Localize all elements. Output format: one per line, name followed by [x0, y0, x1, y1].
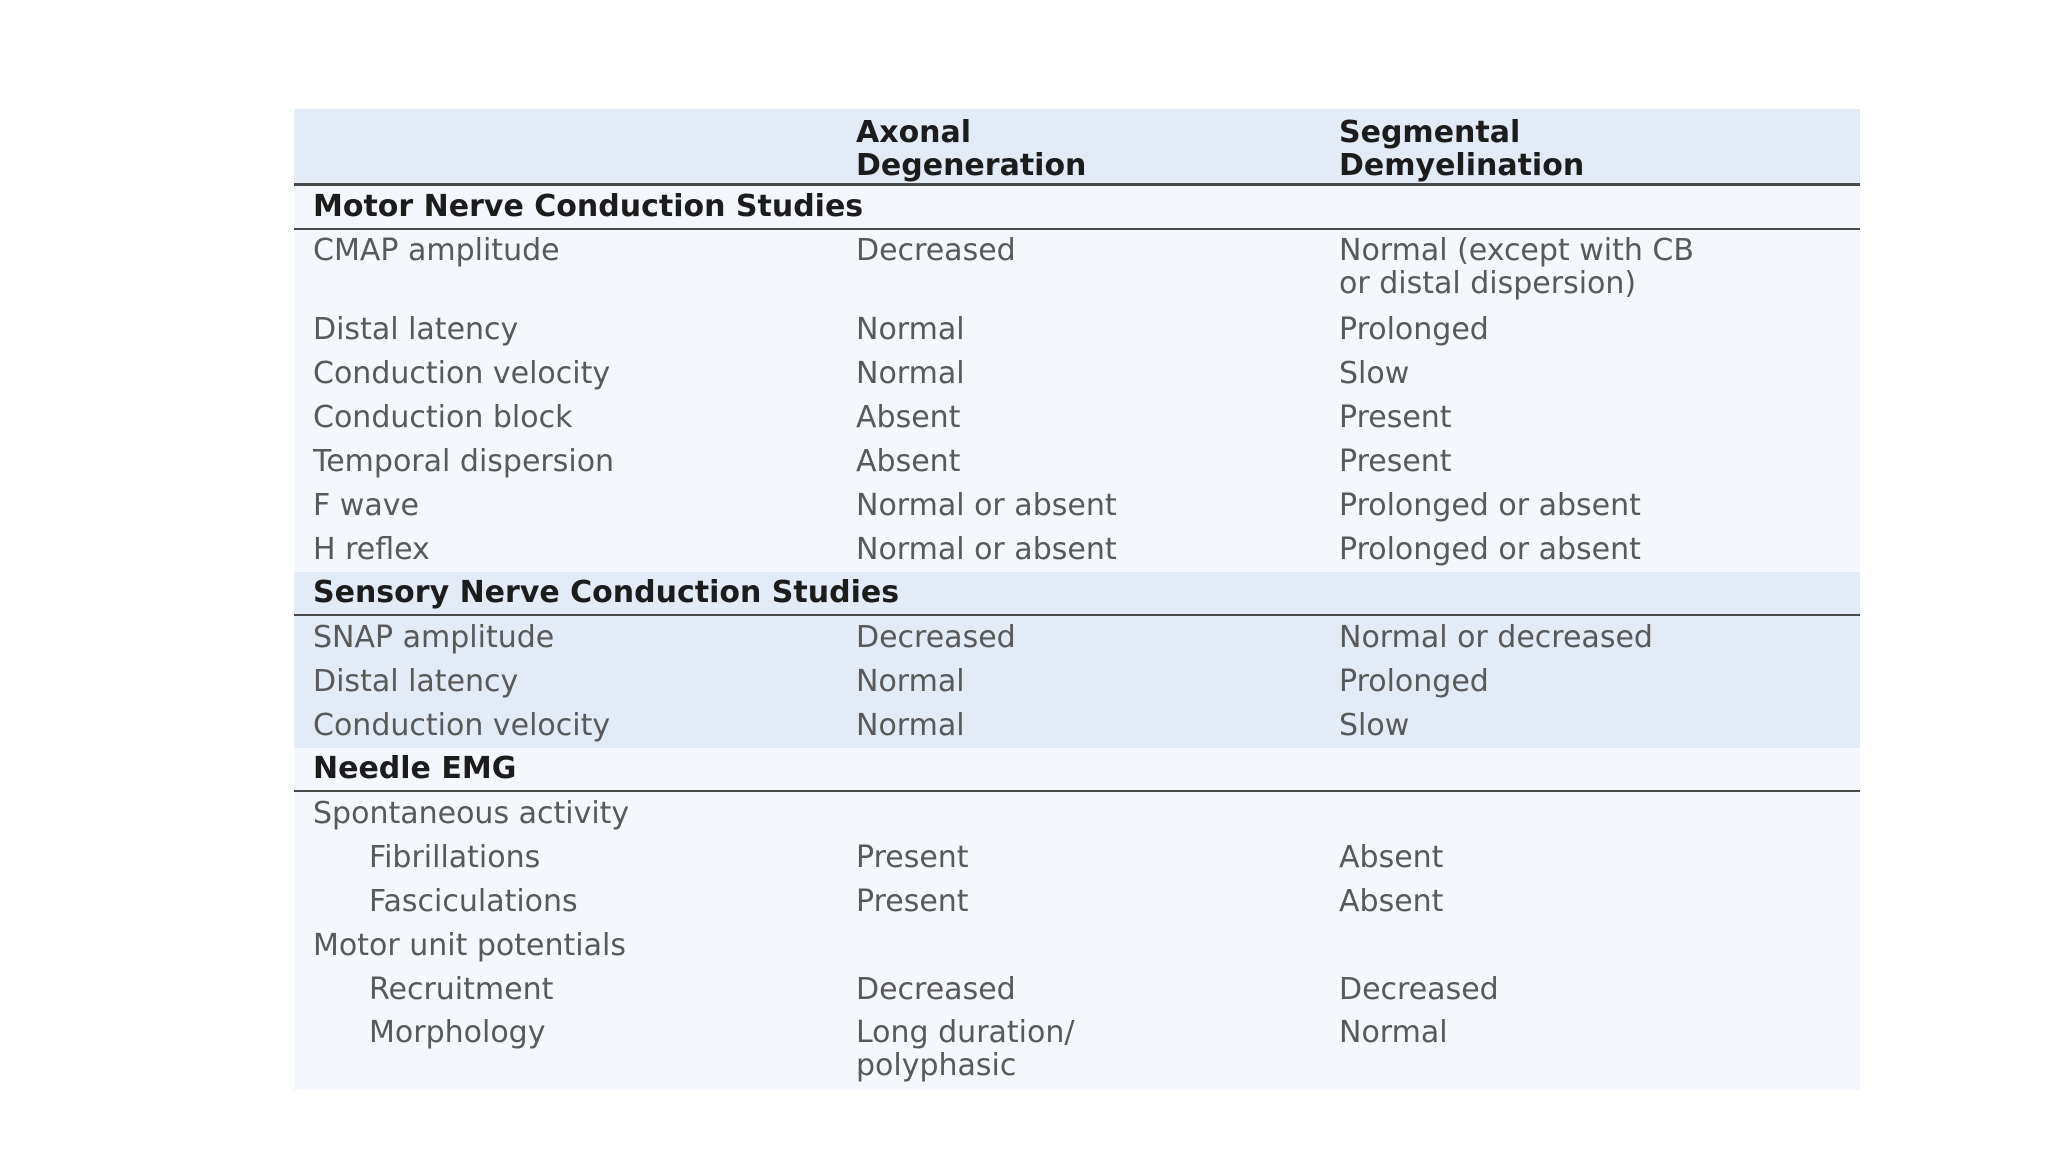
- row-demyelination: Prolonged or absent: [1339, 488, 1641, 523]
- row-axonal: Long duration/ polyphasic: [856, 1015, 1075, 1083]
- header-segmental-demyelination: Segmental Demyelination: [1339, 115, 1585, 183]
- row-label: Distal latency: [313, 664, 519, 699]
- row-demyelination: Decreased: [1339, 972, 1499, 1007]
- row-label: Recruitment: [369, 972, 554, 1007]
- row-demyelination: Present: [1339, 400, 1452, 435]
- row-axonal: Decreased: [856, 972, 1016, 1007]
- row-demyelination: Prolonged: [1339, 664, 1489, 699]
- table-row: [294, 968, 1860, 1012]
- row-label: Fasciculations: [369, 884, 578, 919]
- row-demyelination: Prolonged: [1339, 312, 1489, 347]
- row-axonal: Absent: [856, 400, 961, 435]
- table-row: [294, 440, 1860, 484]
- row-demyelination: Normal (except with CB or distal dispersion): [1339, 233, 1694, 301]
- row-label: H reflex: [313, 532, 430, 567]
- row-axonal: Normal: [856, 708, 965, 743]
- row-demyelination: Normal: [1339, 1015, 1448, 1050]
- row-label: Fibrillations: [369, 840, 541, 875]
- row-label: Motor unit potentials: [313, 928, 626, 963]
- table-row: [294, 880, 1860, 924]
- row-axonal: Decreased: [856, 233, 1016, 268]
- row-label: Morphology: [369, 1015, 546, 1050]
- row-demyelination: Absent: [1339, 884, 1444, 919]
- table-row: [294, 528, 1860, 572]
- table-row: [294, 924, 1860, 968]
- row-label: Conduction block: [313, 400, 573, 435]
- row-demyelination: Present: [1339, 444, 1452, 479]
- row-demyelination: Slow: [1339, 708, 1410, 743]
- row-axonal: Normal or absent: [856, 488, 1117, 523]
- table-row: [294, 352, 1860, 396]
- header-axonal-degeneration: Axonal Degeneration: [856, 115, 1087, 183]
- table-header: [294, 109, 1860, 186]
- section-sensory-body: [294, 616, 1860, 748]
- table-row: [294, 396, 1860, 440]
- table-row: [294, 484, 1860, 528]
- row-axonal: Normal: [856, 664, 965, 699]
- row-axonal: Normal: [856, 356, 965, 391]
- comparison-table: [294, 109, 1860, 1090]
- row-axonal: Normal: [856, 312, 965, 347]
- table-row: [294, 308, 1860, 352]
- table-row: [294, 836, 1860, 880]
- row-axonal: Decreased: [856, 620, 1016, 655]
- row-demyelination: Absent: [1339, 840, 1444, 875]
- row-axonal: Normal or absent: [856, 532, 1117, 567]
- row-axonal: Present: [856, 884, 969, 919]
- table-row: [294, 792, 1860, 836]
- row-label: SNAP amplitude: [313, 620, 555, 655]
- header-col1: [294, 109, 856, 183]
- row-label: Conduction velocity: [313, 356, 611, 391]
- row-label: Temporal dispersion: [313, 444, 615, 479]
- section-sensory-title: Sensory Nerve Conduction Studies: [294, 572, 1860, 616]
- section-motor-title: Motor Nerve Conduction Studies: [294, 186, 1860, 230]
- row-axonal: Absent: [856, 444, 961, 479]
- row-demyelination: Slow: [1339, 356, 1410, 391]
- row-label: CMAP amplitude: [313, 233, 560, 268]
- row-label: Conduction velocity: [313, 708, 611, 743]
- table-row: [294, 230, 1860, 308]
- section-motor-body: [294, 230, 1860, 572]
- row-label: Spontaneous activity: [313, 796, 630, 831]
- row-label: Distal latency: [313, 312, 519, 347]
- row-axonal: Present: [856, 840, 969, 875]
- table-row: [294, 1012, 1860, 1090]
- row-demyelination: Normal or decreased: [1339, 620, 1653, 655]
- row-demyelination: Prolonged or absent: [1339, 532, 1641, 567]
- table-row: [294, 660, 1860, 704]
- table-row: [294, 616, 1860, 660]
- row-label: F wave: [313, 488, 419, 523]
- section-emg-body: [294, 792, 1860, 1090]
- table-row: [294, 704, 1860, 748]
- section-emg-title: Needle EMG: [294, 748, 1860, 792]
